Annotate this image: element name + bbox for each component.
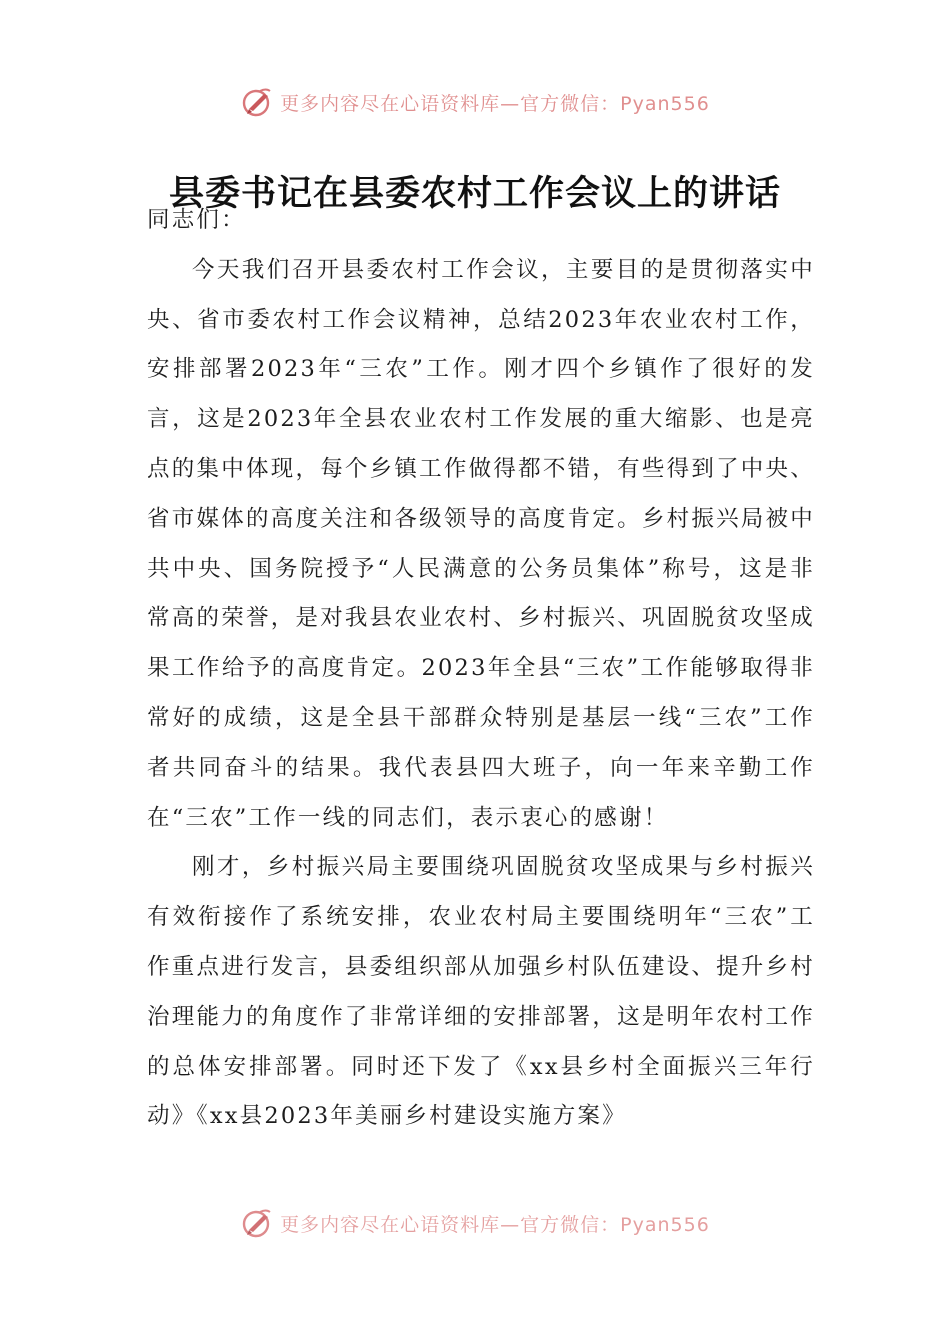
- pen-logo-icon: [240, 85, 274, 119]
- body-paragraph: 今天我们召开县委农村工作会议，主要目的是贯彻落实中央、省市委农村工作会议精神，总结2023年农业农村工作，安排部署2023年“三农”工作。刚才四个乡镇作了很好的发言，这是2023年全县农业农村工作发展的重大缩影、也是亮点的集中体现，每个乡镇工作做得都不错，有些得到了中央、省市媒体的高度关注和各级领导的高度肯定。乡村振兴局被中共中央、国务院授予“人民满意的公务员集体”称号，这是非常高的荣誉，是对我县农业农村、乡村振兴、巩固脱贫攻坚成果工作给予的高度肯定。2023年全县“三农”工作能够取得非常好的成绩，这是全县干部群众特别是基层一线“三农”工作者共同奋斗的结果。我代表县四大班子，向一年来辛勤工作在“三农”工作一线的同志们，表示衷心的感谢！: [147, 256, 815, 831]
- document-body: [147, 196, 815, 1142]
- watermark-text: 更多内容尽在心语资料库—官方微信：Pyan556: [280, 1213, 710, 1236]
- watermark-footer: [0, 1203, 950, 1243]
- document-title: 县委书记在县委农村工作会议上的讲话: [168, 173, 781, 215]
- watermark-header: [0, 82, 950, 122]
- pen-logo-icon: [240, 1206, 274, 1240]
- body-paragraph: 刚才，乡村振兴局主要围绕巩固脱贫攻坚成果与乡村振兴有效衔接作了系统安排，农业农村局主要围绕明年“三农”工作重点进行发言，县委组织部从加强乡村队伍建设、提升乡村治理能力的角度作了非常详细的安排部署，这是明年农村工作的总体安排部署。同时还下发了《xx县乡村全面振兴三年行动》《xx县2023年美丽乡村建设实施方案》: [147, 854, 815, 1130]
- salutation: 同志们：: [147, 207, 246, 233]
- watermark-text: 更多内容尽在心语资料库—官方微信：Pyan556: [280, 92, 710, 115]
